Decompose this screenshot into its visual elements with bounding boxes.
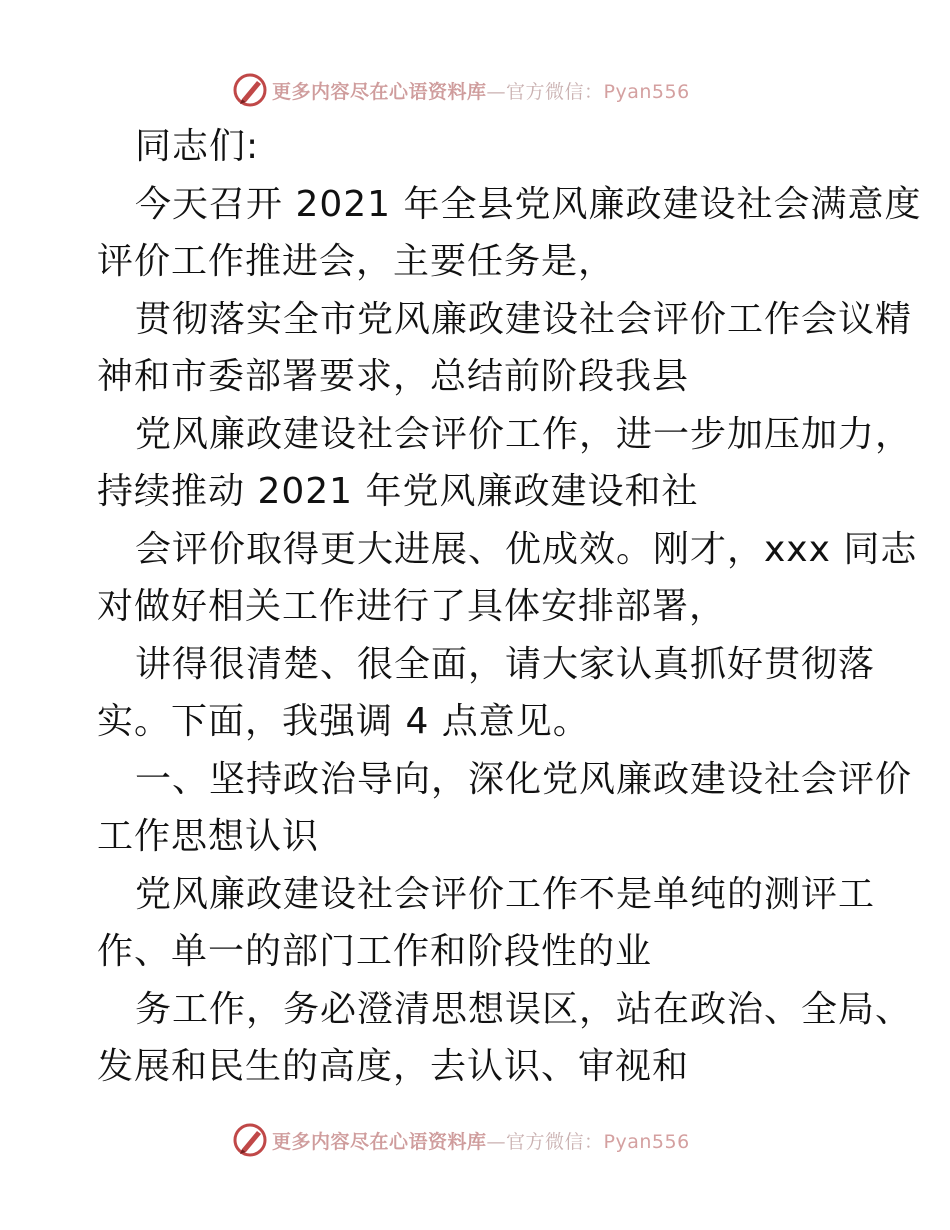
paragraph-line: 持续推动 2021 年党风廉政建设和社 xyxy=(97,471,699,512)
watermark-label: 更多内容尽在心语资料库 xyxy=(272,80,487,103)
section-heading-line: 工作思想认识 xyxy=(97,816,320,857)
document-body xyxy=(97,118,922,1096)
paragraph-line: 对做好相关工作进行了具体安排部署， xyxy=(97,586,727,627)
watermark-id: Pyan556 xyxy=(603,1130,690,1153)
paragraph-line: 贯彻落实全市党风廉政建设社会评价工作会议精 xyxy=(135,298,913,340)
pen-logo-icon xyxy=(232,72,268,108)
paragraph-line: 党风廉政建设社会评价工作，进一步加压加力， xyxy=(135,413,913,455)
paragraph-line: 党风廉政建设社会评价工作不是单纯的测评工 xyxy=(135,873,876,915)
paragraph-line: 同志们: xyxy=(135,126,260,167)
paragraph-line: 作、单一的部门工作和阶段性的业 xyxy=(97,931,653,972)
section-heading-line: 一、坚持政治导向，深化党风廉政建设社会评价 xyxy=(135,758,913,800)
watermark-id: Pyan556 xyxy=(603,80,690,103)
watermark-separator: — xyxy=(486,80,507,103)
paragraph-line: 神和市委部署要求，总结前阶段我县 xyxy=(97,356,690,397)
pen-logo-icon xyxy=(232,1122,268,1158)
paragraph-line: 发展和民生的高度，去认识、审视和 xyxy=(97,1046,690,1087)
paragraph-line: 务工作，务必澄清思想误区，站在政治、全局、 xyxy=(135,988,913,1030)
footer-watermark xyxy=(232,1120,690,1160)
paragraph-line: 实。下面，我强调 4 点意见。 xyxy=(97,701,590,742)
watermark-label: 更多内容尽在心语资料库 xyxy=(272,1130,487,1153)
paragraph-line: 讲得很清楚、很全面，请大家认真抓好贯彻落 xyxy=(135,643,876,685)
paragraph-line: 今天召开 2021 年全县党风廉政建设社会满意度 xyxy=(135,183,922,225)
watermark-official: 官方微信： xyxy=(506,80,604,103)
watermark-separator: — xyxy=(486,1130,507,1153)
header-watermark xyxy=(232,70,690,110)
paragraph-line: 会评价取得更大进展、优成效。刚才，xxx 同志 xyxy=(135,528,918,570)
paragraph-line: 评价工作推进会，主要任务是， xyxy=(97,241,616,282)
watermark-official: 官方微信： xyxy=(506,1130,604,1153)
